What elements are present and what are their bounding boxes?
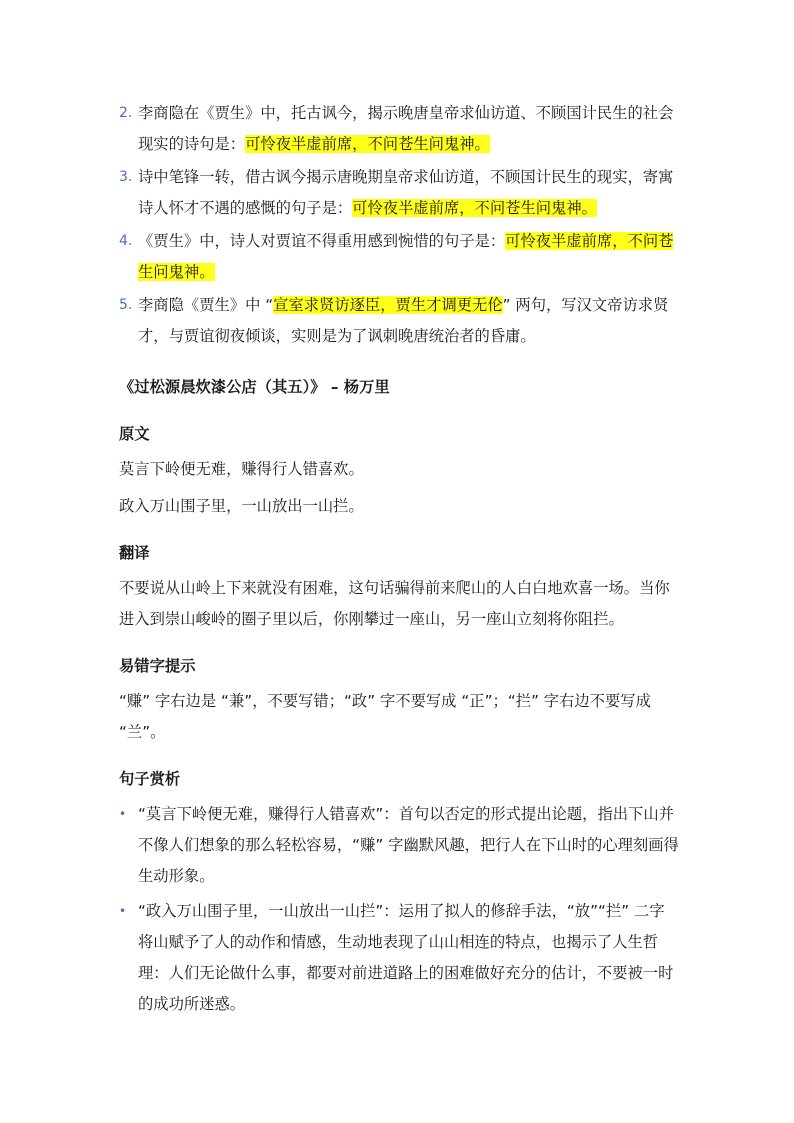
translation-text: 不要说从山岭上下来就没有困难，这句话骗得前来爬山的人白白地欢喜一场。当你进入到崇山峻岭的圈子里以后，你刚攀过一座山，另一座山立刻将你阻拦。 [119,579,670,628]
list-item [119,896,679,1020]
typo-text: “赚” 字右边是 “兼”，不要写错；“政” 字不要写成 “正”；“拦” 字右边不要写成 “兰”。 [119,692,651,741]
appreciation-text: “莫言下岭便无难，赚得行人错喜欢”：首句以否定的形式提出论题，指出下山并不像人们想象的那么轻松容易，“赚” 字幽默风趣，把行人在下山时的心理刻画得生动形象。 [138,805,679,885]
list-item [119,290,679,352]
list-item-text-after: ” 两句，写汉文帝访求贤才，与贾谊彻夜倾谈，实则是为了讽刺晚唐统治者的昏庸。 [138,296,669,345]
highlighted-answer: 宣室求贤访逐臣，贾生才调更无伦 [273,296,503,314]
appreciation-heading: 句子赏析 [119,770,181,788]
highlighted-answer: 可怜夜半虚前席，不问苍生问鬼神。 [245,135,490,153]
translation-heading: 翻译 [119,544,150,562]
poem-title: 《过松源晨炊漆公店（其五）》 – 杨万里 [119,378,390,396]
bullet-icon: • [119,904,127,918]
list-number: 2. [119,105,133,121]
list-item [119,162,679,224]
document-content [119,98,679,1024]
list-item [119,226,679,288]
list-number: 5. [119,297,133,313]
bullet-icon: • [119,807,127,821]
typo-heading: 易错字提示 [119,657,196,675]
list-item-text: 《贾生》中，诗人对贾谊不得重用感到惋惜的句子是： [138,232,506,250]
appreciation-text: “政入万山围子里，一山放出一山拦”：运用了拟人的修辞手法，“放”“拦” 二字将山赋予了人的动作和情感，生动地表现了山山相连的特点，也揭示了人生哲理：人们无论做什么事，都要对前进道路上的困难做好充分的估计，不要被一时的成功所迷惑。 [138,902,674,1013]
poem-line-1: 莫言下岭便无难，赚得行人错喜欢。 [119,460,364,478]
list-item [119,799,679,892]
highlighted-answer: 可怜夜半虚前席，不问苍生问鬼神。 [352,199,597,217]
list-item-text: 李商隐在《贾生》中，托古讽今，揭示晚唐皇帝求仙访道、不顾国计民生的社会现实的诗句是： [138,104,674,153]
poem-line-2: 政入万山围子里，一山放出一山拦。 [119,497,364,515]
numbered-list [119,98,679,352]
list-number: 3. [119,169,133,185]
highlighted-answer: 可怜夜半虚前席，不问苍生问鬼神。 [138,232,674,281]
list-item [119,98,679,160]
list-item-text: 李商隐《贾生》中 “ [138,296,274,314]
list-number: 4. [119,233,133,249]
list-item-text: 诗中笔锋一转，借古讽今揭示唐晚期皇帝求仙访道，不顾国计民生的现实，寄寓诗人怀才不遇的感慨的句子是： [138,168,674,217]
original-heading: 原文 [119,425,150,443]
appreciation-list [119,799,679,1020]
